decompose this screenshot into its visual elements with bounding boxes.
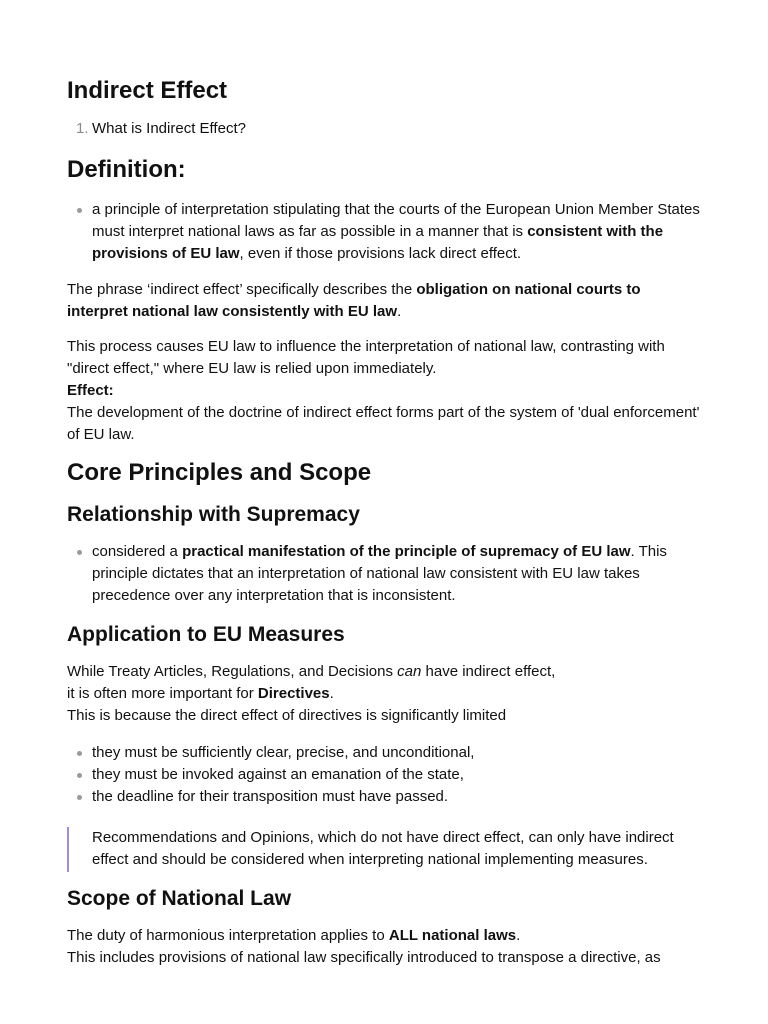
paragraph-text: The phrase ‘indirect effect’ specifically describes the	[67, 281, 417, 298]
list-item-text: considered a	[92, 543, 183, 560]
paragraph-block	[67, 661, 701, 727]
line-text-end: have indirect effect,	[421, 663, 556, 680]
subsection-heading: Relationship with Supremacy	[67, 503, 360, 526]
paragraph-line	[67, 661, 701, 683]
page-title: Indirect Effect	[67, 77, 228, 104]
paragraph-line	[67, 683, 701, 705]
list-item: they must be invoked against an emanation of the state,	[67, 764, 701, 786]
toc-item-text[interactable]: What is Indirect Effect?	[92, 120, 246, 137]
blockquote-text: Recommendations and Opinions, which do not have direct effect, can only have indirect effect and should be considered when interpreting national implementing measures.	[92, 829, 674, 868]
line-text: While Treaty Articles, Regulations, and Decisions	[67, 663, 398, 680]
paragraph-text-end: .	[397, 303, 402, 320]
subsection-heading: Application to EU Measures	[67, 623, 345, 646]
paragraph-line: This is because the direct effect of directives is significantly limited	[67, 707, 507, 724]
paragraph	[67, 279, 701, 323]
paragraph-line	[67, 925, 701, 947]
effect-text: The development of the doctrine of indirect effect forms part of the system of 'dual enforcement' of EU law.	[67, 404, 700, 443]
list-item-emphasis: practical manifestation of the principle of supremacy of EU law	[182, 543, 631, 560]
definition-text-end: , even if those provisions lack direct effect.	[239, 245, 522, 262]
toc-item-number: 1.	[76, 120, 89, 137]
effect-label	[67, 380, 701, 402]
line-italic: can	[397, 663, 422, 680]
subsection-heading: Scope of National Law	[67, 887, 292, 910]
blockquote	[67, 827, 701, 872]
definition-emphasis: consistent with the provisions of EU law	[92, 223, 664, 262]
list-item: they must be sufficiently clear, precise, and unconditional,	[67, 742, 701, 764]
list-item-text-end: . This principle dictates that an interpretation of national law consistent with EU law takes precedence over any interpretation that is inconsistent.	[92, 543, 667, 604]
line-text: The duty of harmonious interpretation applies to	[67, 927, 389, 944]
definition-list	[67, 199, 701, 265]
line-text-end: .	[329, 685, 334, 702]
line-text: it is often more important for	[67, 685, 258, 702]
supremacy-list	[67, 541, 701, 607]
table-of-contents	[67, 118, 701, 140]
paragraph-line: This includes provisions of national law specifically introduced to transpose a directive, as	[67, 949, 661, 966]
line-emphasis: ALL national laws	[388, 927, 517, 944]
line-emphasis: Directives	[257, 685, 330, 702]
list-item	[67, 541, 701, 607]
definition-heading: Definition:	[67, 156, 186, 183]
paragraph: This process causes EU law to influence the interpretation of national law, contrasting with "direct effect," where EU law is relied upon immediately.	[67, 338, 665, 377]
paragraph-block	[67, 336, 701, 446]
section-heading: Core Principles and Scope	[67, 459, 372, 486]
conditions-list	[67, 742, 701, 808]
paragraph-block	[67, 925, 701, 969]
list-item: the deadline for their transposition must have passed.	[67, 786, 701, 808]
toc-item[interactable]	[67, 118, 701, 140]
paragraph-emphasis: obligation on national courts to interpret national law consistently with EU law	[67, 281, 641, 320]
effect-label-text: Effect:	[67, 382, 114, 399]
list-item	[67, 199, 701, 265]
line-text-end: .	[516, 927, 521, 944]
definition-text: a principle of interpretation stipulating that the courts of the European Union Member States must interpret national laws as far as possible in a manner that is	[92, 201, 700, 240]
